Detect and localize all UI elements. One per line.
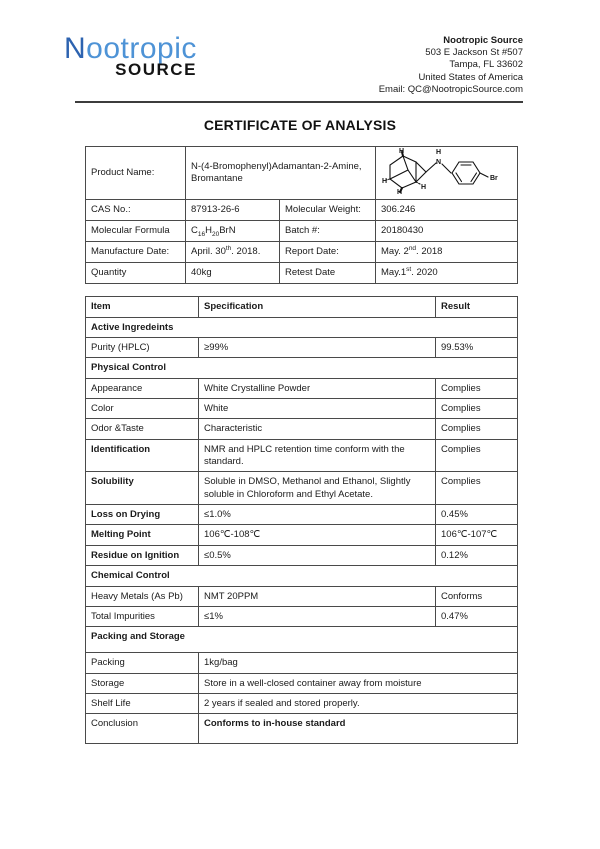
spec-cell: White — [199, 399, 436, 419]
result-cell: Complies — [436, 399, 518, 419]
quantity-label: Quantity — [86, 263, 186, 284]
atom-label-h-right: H — [420, 184, 426, 192]
company-address-block — [379, 34, 523, 96]
table-row — [86, 439, 518, 472]
specification-table — [85, 296, 518, 744]
document-title: CERTIFICATE OF ANALYSIS — [203, 117, 397, 134]
section-row-packing-storage — [86, 627, 518, 653]
nootropic-source-logo — [64, 34, 197, 78]
table-row — [86, 338, 518, 358]
spec-cell: ≥99% — [199, 338, 436, 358]
item-cell: Loss on Drying — [86, 505, 199, 525]
result-cell: Complies — [436, 378, 518, 398]
molecular-weight-label: Molecular Weight: — [280, 200, 376, 221]
conclusion-value: Conforms to in-house standard — [199, 714, 518, 744]
contact-email: Email: QC@NootropicSource.com — [378, 83, 523, 95]
atom-label-h-bottom: H — [396, 189, 402, 195]
result-cell: 0.47% — [436, 606, 518, 626]
batch-label: Batch #: — [280, 221, 376, 242]
table-row — [86, 242, 518, 263]
date-part: . 2018. — [231, 246, 261, 258]
molecular-weight-value: 306.246 — [376, 200, 518, 221]
table-row — [86, 673, 518, 693]
result-cell: 0.45% — [436, 505, 518, 525]
document-header — [64, 34, 523, 96]
spec-cell: 1kg/bag — [199, 653, 518, 673]
company-name: Nootropic Source — [443, 35, 523, 46]
result-cell: Complies — [436, 472, 518, 505]
table-row — [86, 586, 518, 606]
spec-cell: Soluble in DMSO, Methanol and Ethanol, Slightly soluble in Chloroform and Ethyl Acetate. — [199, 472, 436, 505]
result-cell: 99.53% — [436, 338, 518, 358]
date-ordinal: th — [225, 245, 232, 253]
formula-part: H — [205, 225, 212, 237]
spec-cell: 2 years if sealed and stored properly. — [199, 693, 518, 713]
product-name-value: N-(4-Bromophenyl)Adamantan-2-Amine, Bromantane — [186, 147, 376, 200]
table-row — [86, 221, 518, 242]
table-row — [86, 606, 518, 626]
spec-cell: NMR and HPLC retention time conform with the standard. — [199, 439, 436, 472]
table-row — [86, 378, 518, 398]
date-ordinal: st — [406, 266, 412, 274]
section-label: Active Ingredeints — [86, 317, 518, 337]
report-date-value — [376, 242, 518, 263]
item-cell: Storage — [86, 673, 199, 693]
atom-label-h-top: H — [398, 148, 404, 156]
column-header-result: Result — [436, 297, 518, 317]
product-name-label: Product Name: — [86, 147, 186, 200]
atom-label-bromine: Br — [489, 175, 498, 183]
table-row — [86, 399, 518, 419]
batch-value: 20180430 — [376, 221, 518, 242]
product-info-table — [85, 146, 518, 284]
item-cell: Identification — [86, 439, 199, 472]
retest-date-label: Retest Date — [280, 263, 376, 284]
conclusion-row — [86, 714, 518, 744]
result-cell: 106℃-107℃ — [436, 525, 518, 545]
item-cell: Appearance — [86, 378, 199, 398]
spec-cell: 106℃-108℃ — [199, 525, 436, 545]
date-part: April. 30 — [191, 246, 226, 258]
cas-label: CAS No.: — [86, 200, 186, 221]
result-cell: Complies — [436, 419, 518, 439]
manufacture-date-label: Manufacture Date: — [86, 242, 186, 263]
section-label: Chemical Control — [86, 566, 518, 586]
table-row — [86, 472, 518, 505]
cas-value: 87913-26-6 — [186, 200, 280, 221]
section-row-active-ingredients — [86, 317, 518, 337]
item-cell: Shelf Life — [86, 693, 199, 713]
atom-label-h-left: H — [381, 178, 387, 186]
item-cell: Odor &Taste — [86, 419, 199, 439]
item-cell: Purity (HPLC) — [86, 338, 199, 358]
logo-subtitle: SOURCE — [115, 60, 197, 79]
header-divider — [75, 101, 523, 103]
result-cell: 0.12% — [436, 545, 518, 565]
section-row-physical-control — [86, 358, 518, 378]
table-row — [86, 653, 518, 673]
item-cell: Conclusion — [86, 714, 199, 744]
item-cell: Packing — [86, 653, 199, 673]
molecule-structure-cell — [376, 147, 518, 200]
address-city: Tampa, FL 33602 — [449, 59, 523, 71]
molecular-formula-label: Molecular Formula — [86, 221, 186, 242]
formula-subscript: 20 — [211, 231, 220, 239]
item-cell: Solubility — [86, 472, 199, 505]
spec-cell: ≤0.5% — [199, 545, 436, 565]
result-cell: Conforms — [436, 586, 518, 606]
atom-label-nitrogen: N — [435, 159, 441, 167]
section-row-chemical-control — [86, 566, 518, 586]
molecular-formula-value — [186, 221, 280, 242]
table-row — [86, 147, 518, 200]
item-cell: Residue on Ignition — [86, 545, 199, 565]
date-part: May.1 — [381, 267, 407, 279]
spec-cell: NMT 20PPM — [199, 586, 436, 606]
table-row — [86, 505, 518, 525]
retest-date-value — [376, 263, 518, 284]
section-label: Packing and Storage — [86, 627, 518, 653]
spec-cell: Characteristic — [199, 419, 436, 439]
date-part: . 2018 — [416, 246, 443, 258]
manufacture-date-value — [186, 242, 280, 263]
item-cell: Color — [86, 399, 199, 419]
table-row — [86, 263, 518, 284]
formula-subscript: 16 — [197, 231, 206, 239]
formula-part: C — [191, 225, 198, 237]
result-cell: Complies — [436, 439, 518, 472]
spec-cell: Store in a well-closed container away from moisture — [199, 673, 518, 693]
report-date-label: Report Date: — [280, 242, 376, 263]
item-cell: Melting Point — [86, 525, 199, 545]
table-row — [86, 525, 518, 545]
spec-cell: ≤1% — [199, 606, 436, 626]
table-row — [86, 545, 518, 565]
logo-wordmark: Nootropic — [64, 32, 197, 65]
item-cell: Total Impurities — [86, 606, 199, 626]
quantity-value: 40kg — [186, 263, 280, 284]
molecule-structure-image — [382, 148, 512, 194]
table-row — [86, 200, 518, 221]
table-row — [86, 419, 518, 439]
spec-cell: ≤1.0% — [199, 505, 436, 525]
table-row — [86, 693, 518, 713]
item-cell: Heavy Metals (As Pb) — [86, 586, 199, 606]
date-part: May. 2 — [381, 246, 409, 258]
atom-label-nh-hydrogen: H — [435, 149, 441, 157]
column-header-specification: Specification — [199, 297, 436, 317]
address-street: 503 E Jackson St #507 — [425, 47, 523, 59]
column-header-item: Item — [86, 297, 199, 317]
section-label: Physical Control — [86, 358, 518, 378]
date-part: . 2020 — [411, 267, 438, 279]
spec-cell: White Crystalline Powder — [199, 378, 436, 398]
formula-part: BrN — [219, 225, 236, 237]
spec-header-row — [86, 297, 518, 317]
date-ordinal: nd — [408, 245, 417, 253]
address-country: United States of America — [418, 71, 523, 83]
